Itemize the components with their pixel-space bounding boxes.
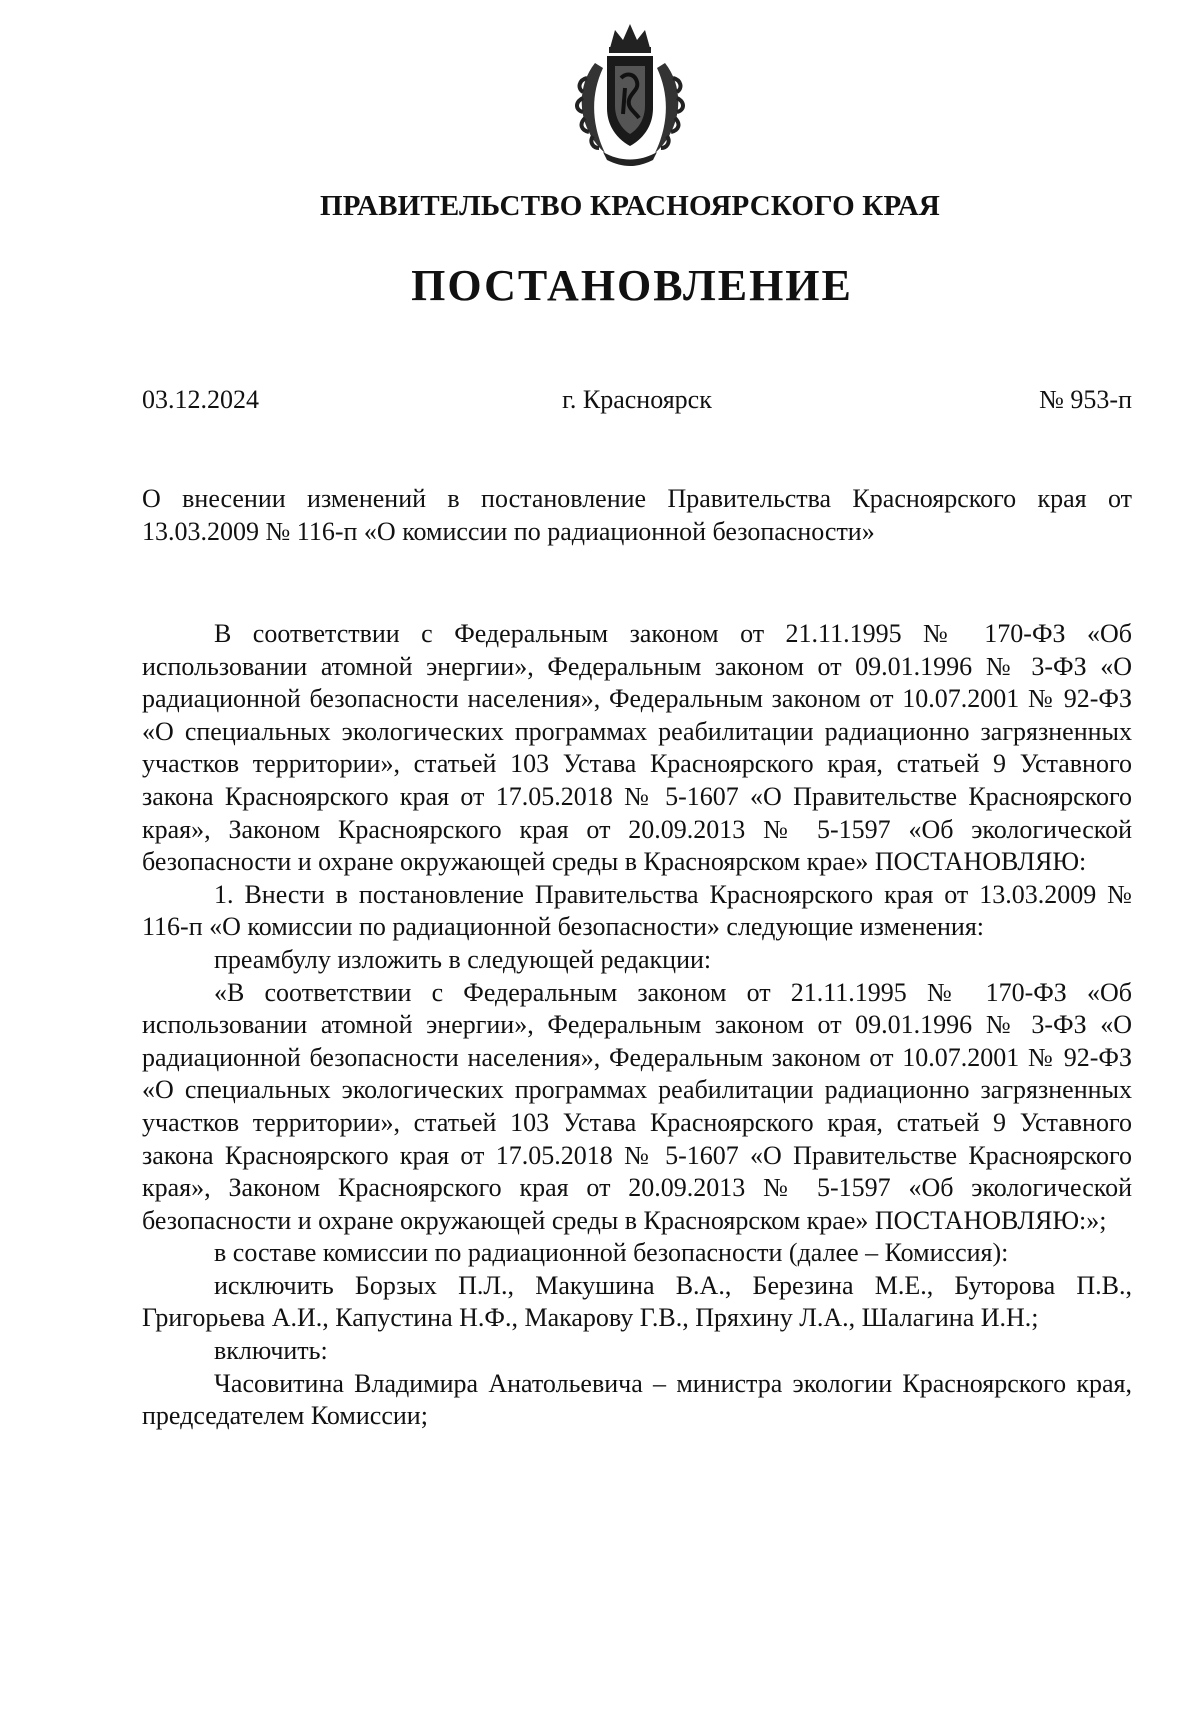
document-body [142, 618, 1132, 1433]
document-date: 03.12.2024 [142, 385, 259, 414]
coat-of-arms-emblem [565, 18, 695, 168]
paragraph-chairman: Часовитина Владимира Анатольевича – министра экологии Красноярского края, председателем Комиссии; [142, 1368, 1132, 1431]
paragraph-preamble-instruction: преамбулу изложить в следующей редакции: [214, 944, 712, 974]
paragraph-item-1: 1. Внести в постановление Правительства Красноярского края от 13.03.2009 № 116-п «О комиссии по радиационной безопасности» следующие изменения: [142, 879, 1132, 942]
document-city: г. Красноярск [562, 385, 712, 414]
paragraph-include: включить: [214, 1336, 328, 1366]
paragraph-exclude: исключить Борзых П.Л., Макушина В.А., Березина М.Е., Буторова П.В., Григорьева А.И., Капустина Н.Ф., Макарову Г.В., Пряхину Л.А., Шалагина И.Н.; [142, 1270, 1132, 1333]
paragraph-preamble: В соответствии с Федеральным законом от 21.11.1995 № 170-ФЗ «Об использовании атомной энергии», Федеральным законом от 09.01.1996 № 3-ФЗ «О радиационной безопасности населения», Федеральным законом от 10.07.2001 № 92-ФЗ «О специальных экологических программах реабилитации радиационно загрязненных участков территории», статьей 103 Устава Красноярского края, статьей 9 Уставного закона Красноярского края от 17.05.2018 № 5-1607 «О Правительстве Красноярского края», Законом Красноярского края от 20.09.2013 № 5-1597 «Об экологической безопасности и охране окружающей среды в Красноярском крае» ПОСТАНОВЛЯЮ: [142, 619, 1132, 877]
document-number: № 953-п [1039, 385, 1132, 414]
paragraph-commission-composition: в составе комиссии по радиационной безопасности (далее – Комиссия): [214, 1238, 1009, 1268]
paragraph-new-preamble: «В соответствии с Федеральным законом от 21.11.1995 № 170-ФЗ «Об использовании атомной энергии», Федеральным законом от 09.01.1996 № 3-ФЗ «О радиационной безопасности населения», Федеральным законом от 10.07.2001 № 92-ФЗ «О специальных экологических программах реабилитации радиационно загрязненных участков территории», статьей 103 Устава Красноярского края, статьей 9 Уставного закона Красноярского края от 17.05.2018 № 5-1607 «О Правительстве Красноярского края», Законом Красноярского края от 20.09.2013 № 5-1597 «Об экологической безопасности и охране окружающей среды в Красноярском крае» ПОСТАНОВЛЯЮ:»; [142, 977, 1132, 1235]
document-title: О внесении изменений в постановление Правительства Красноярского края от 13.03.2009 № 116-п «О комиссии по радиационной безопасности» [142, 484, 1132, 546]
organization-name: ПРАВИТЕЛЬСТВО КРАСНОЯРСКОГО КРАЯ [319, 190, 941, 222]
document-meta [142, 385, 1132, 425]
document-type: ПОСТАНОВЛЕНИЕ [411, 261, 853, 310]
